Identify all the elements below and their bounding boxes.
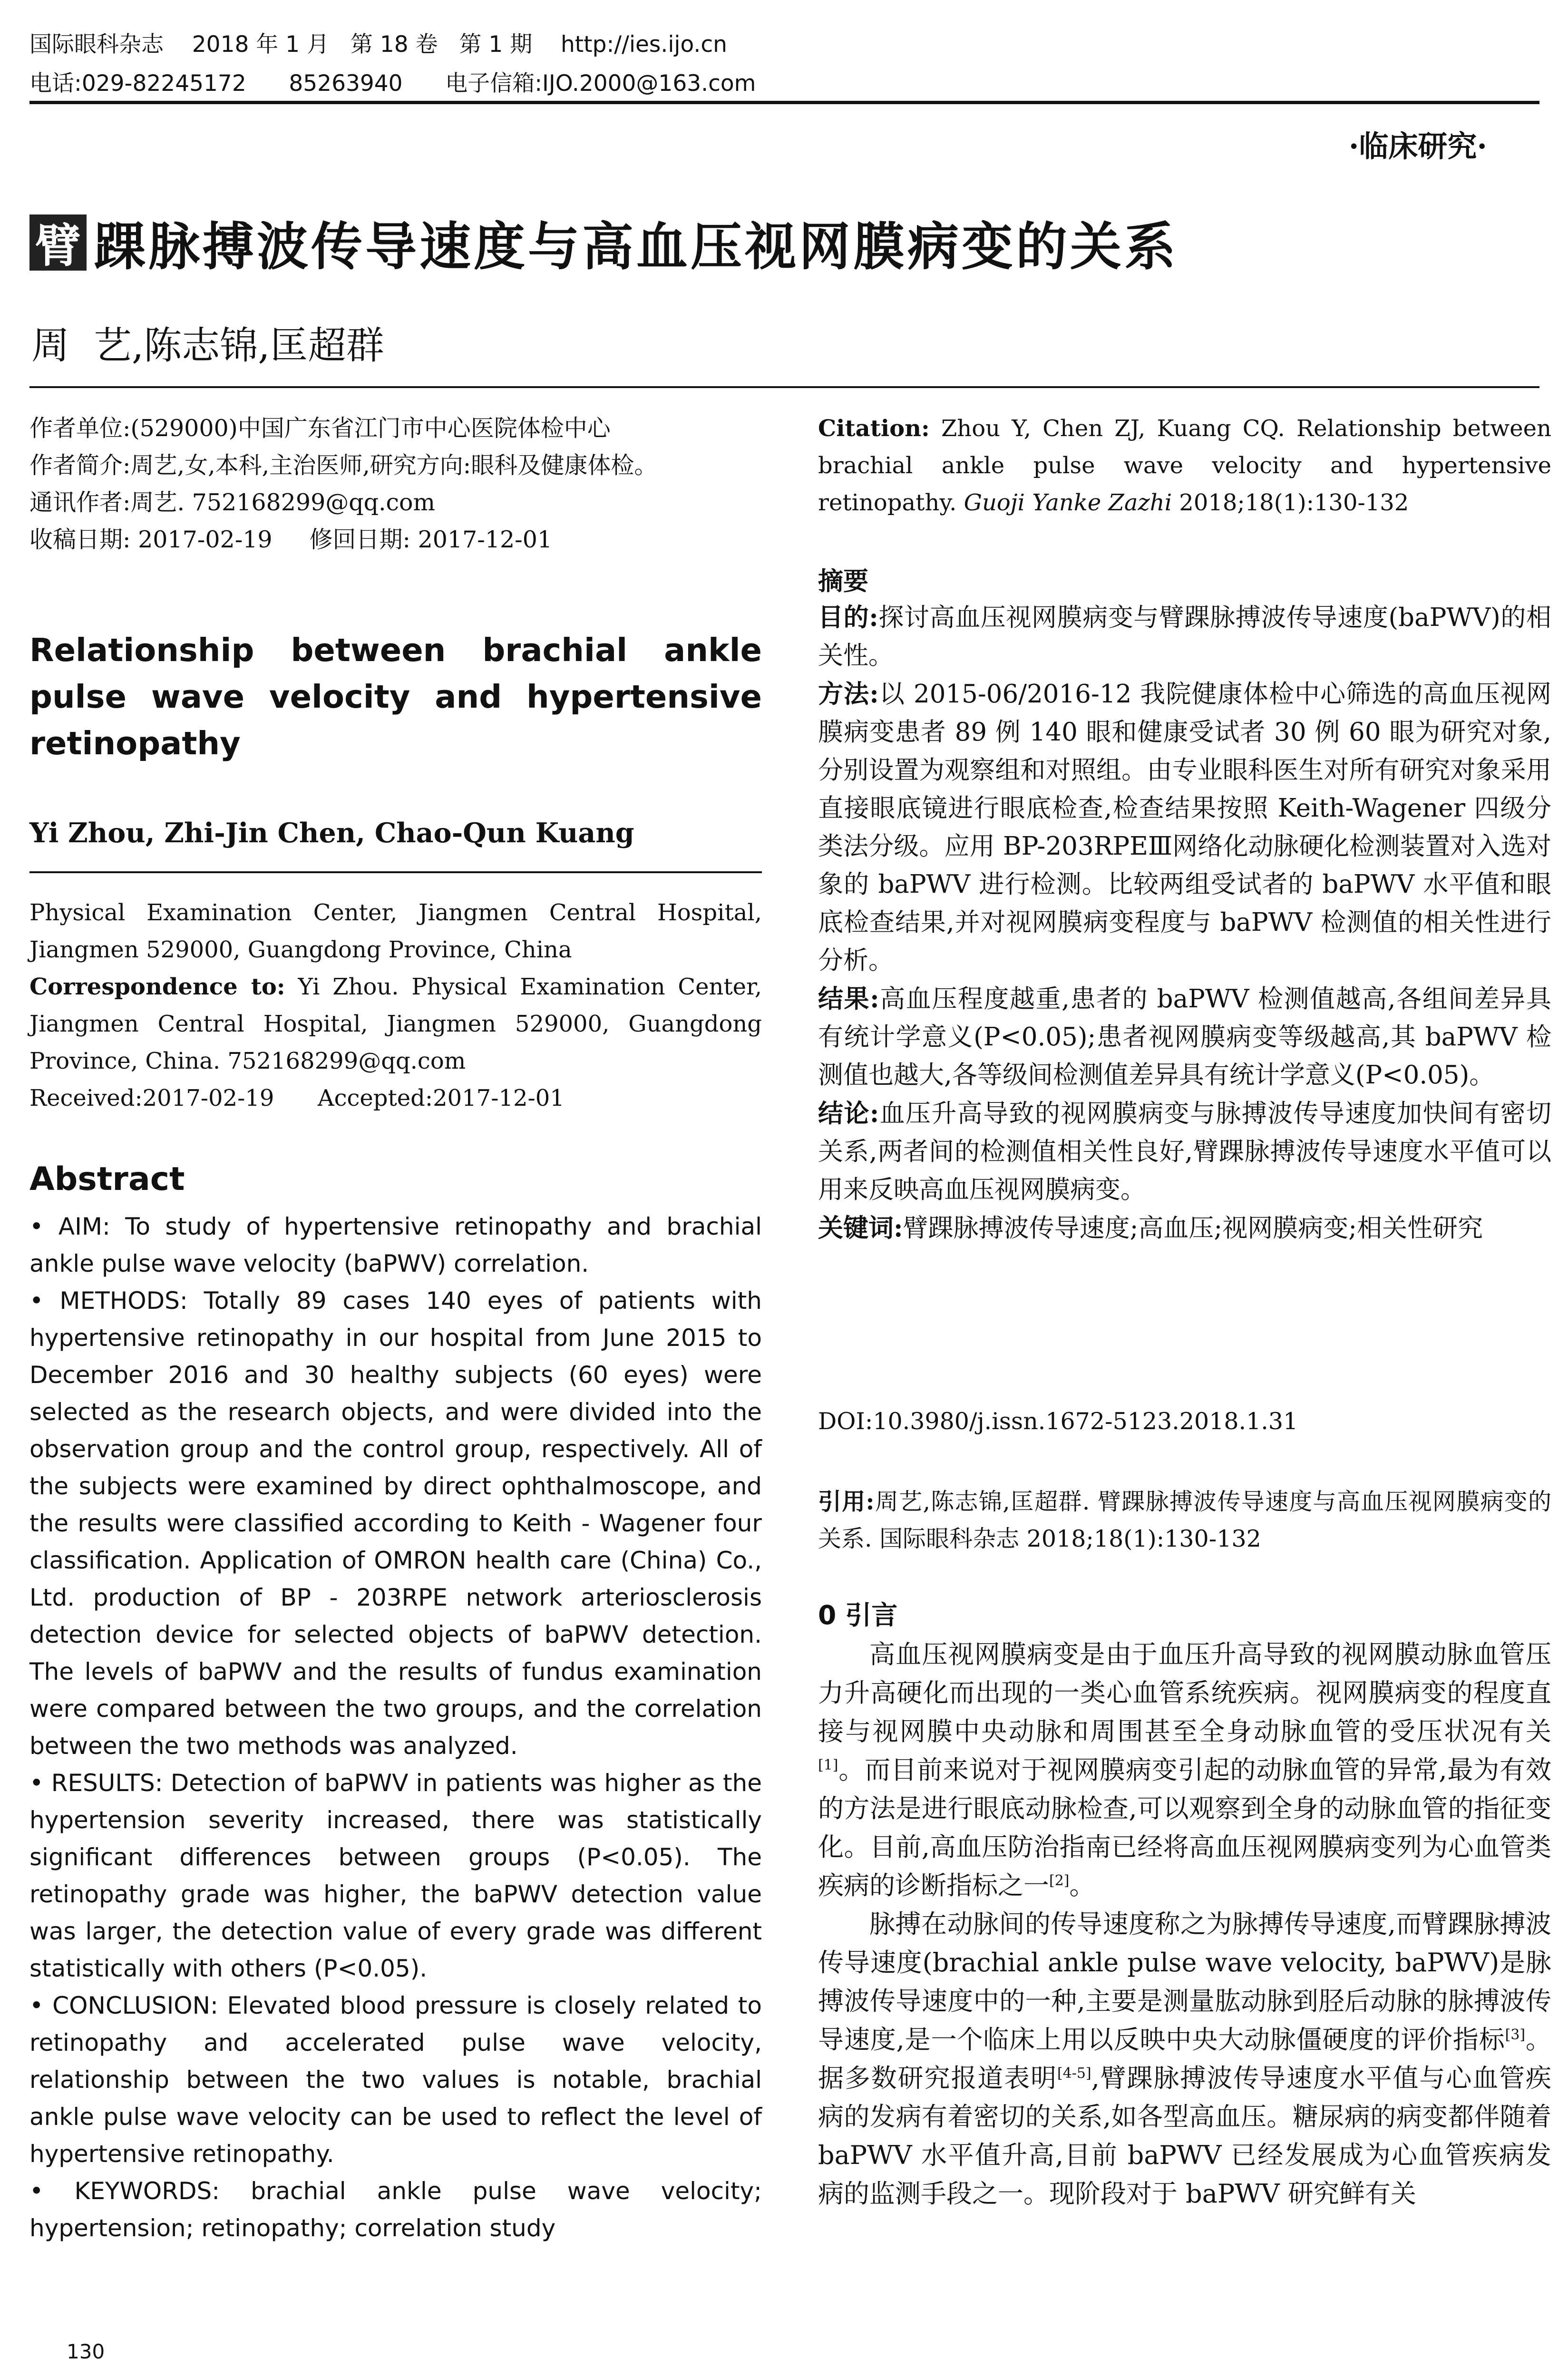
ref-2: [2] — [1049, 1872, 1070, 1889]
keywords-cn: 臂踝脉搏波传导速度;高血压;视网膜病变;相关性研究 — [903, 1214, 1483, 1243]
methods-cn: 以 2015-06/2016-12 我院健康体检中心筛选的高血压视网膜病变患者 89 例 140 眼和健康受试者 30 例 60 眼为研究对象,分别设置为观察组和对照组。由专业眼科医生对所有研究对象采用直接眼底镜进行眼底检查,检查结果按照 Keith-Wagener 四级分类法分级。应用 BP-203RPEⅢ网络化动脉硬化检测装置对入选对象的 baPWV 进行检测。比较两组受试者的 baPWV 水平值和眼底检查结果,并对视网膜病变程度与 baPWV 检测值的相关性进行分析。 — [818, 680, 1551, 975]
article-authors: 周 艺,陈志锦,匡超群 — [31, 323, 384, 368]
citation-rest: 2018;18(1):130-132 — [1172, 489, 1409, 516]
page-number: 130 — [67, 2340, 105, 2363]
citation-cn-text: 周艺,陈志锦,匡超群. 臂踝脉搏波传导速度与高血压视网膜病变的关系. 国际眼科杂志 2018;18(1):130-132 — [818, 1488, 1552, 1552]
citation-journal: Guoji Yanke Zazhi — [964, 489, 1172, 516]
results-label-cn: 结果: — [818, 984, 879, 1013]
intro-body — [818, 1635, 1551, 2213]
ref-1: [1] — [818, 1757, 838, 1773]
abstract-keywords-en: • KEYWORDS: brachial ankle pulse wave velocity; hypertension; retinopathy; correlation study — [29, 2177, 762, 2242]
english-authors-rule — [29, 871, 762, 873]
citation-text: Zhou Y, Chen ZJ, Kuang CQ. Relationship between brachial ankle pulse wave velocity and hypertensive retinopathy. — [818, 415, 1551, 516]
title-first-char: 臂 — [29, 214, 87, 271]
ref-3: [3] — [1505, 2026, 1526, 2043]
abstract-body-cn — [818, 598, 1551, 1247]
title-rule — [29, 386, 1539, 388]
conclusion-label-cn: 结论: — [818, 1099, 879, 1128]
author-info-cn — [29, 410, 762, 558]
intro-heading: 0 引言 — [818, 1600, 898, 1630]
dates-cn: 收稿日期: 2017-02-19 修回日期: 2017-12-01 — [29, 526, 553, 553]
keywords-label-cn: 关键词: — [818, 1213, 903, 1243]
correspondence-label: Correspondence to: — [29, 974, 285, 1000]
author-bio-cn: 作者简介:周艺,女,本科,主治医师,研究方向:眼科及健康体检。 — [29, 452, 658, 479]
correspondence-cn: 通讯作者:周艺. 752168299@qq.com — [29, 489, 435, 516]
citation-cn-label: 引用: — [818, 1488, 875, 1515]
section-label: ·临床研究· — [1348, 129, 1487, 164]
aim-cn: 探讨高血压视网膜病变与臂踝脉搏波传导速度(baPWV)的相关性。 — [818, 603, 1551, 670]
abstract-aim-en: • AIM: To study of hypertensive retinopathy and brachial ankle pulse wave velocity (baPWV) correlation. — [29, 1213, 762, 1277]
abstract-conclusion-en: • CONCLUSION: Elevated blood pressure is closely related to retinopathy and accelerated pulse wave velocity, relationship between the two values is notable, brachial ankle pulse wave velocity can be used to reflect the level of hypertensive retinopathy. — [29, 1992, 762, 2168]
abstract-methods-en: • METHODS: Totally 89 cases 140 eyes of patients with hypertensive retinopathy in our hospital from June 2015 to December 2016 and 30 healthy subjects (60 eyes) were selected as the research objects, and were divided into the observation group and the control group, respectively. All of the subjects were examined by direct ophthalmoscope, and the results were classified according to Keith - Wagener four classification. Application of OMRON health care (China) Co., Ltd. production of BP - 203RPE network arteriosclerosis detection device for selected objects of baPWV detection. The levels of baPWV and the results of fundus examination were compared between the two groups, and the correlation between the two methods was analyzed. — [29, 1287, 762, 1760]
journal-header-line1: 国际眼科杂志 2018 年 1 月 第 18 卷 第 1 期 http://ies.ijo.cn — [29, 31, 727, 58]
abstract-heading-en: Abstract — [29, 1160, 185, 1198]
intro-paragraph-1: 高血压视网膜病变是由于血压升高导致的视网膜动脉血管压力升高硬化而出现的一类心血管系统疾病。视网膜病变的程度直接与视网膜中央动脉和周围甚至全身动脉血管的受压状况有关[1]。而目前来说对于视网膜病变引起的动脉血管的异常,最为有效的方法是进行眼底动脉检查,可以观察到全身的动脉血管的指征变化。目前,高血压防治指南已经将高血压视网膜病变列为心血管类疾病的诊断指标之一[2]。 — [818, 1639, 1551, 1900]
correspondence-en: Yi Zhou. Physical Examination Center, Jiangmen Central Hospital, Jiangmen 529000, Guangdong Province, China. 752168299@qq.com — [29, 974, 762, 1074]
aim-label-cn: 目的: — [818, 603, 878, 632]
abstract-results-en: • RESULTS: Detection of baPWV in patients was higher as the hypertension severity increased, there was statistically significant differences between groups (P<0.05). The retinopathy grade was higher, the baPWV detection value was larger, the detection value of every grade was different statistically with others (P<0.05). — [29, 1769, 762, 1982]
english-affiliation: Physical Examination Center, Jiangmen Central Hospital, Jiangmen 529000, Guangdong Province, China — [29, 899, 762, 963]
ref-4-5: [4-5] — [1057, 2065, 1091, 2082]
journal-header-line2: 电话:029-82245172 85263940 电子信箱:IJO.2000@163.com — [29, 70, 756, 97]
abstract-body-en — [29, 1208, 762, 2247]
doi: DOI:10.3980/j.issn.1672-5123.2018.1.31 — [818, 1408, 1298, 1435]
citation-cn — [818, 1483, 1551, 1558]
received-dates-en: Received:2017-02-19 Accepted:2017-12-01 — [29, 1085, 565, 1111]
header-rule — [29, 101, 1539, 104]
citation-label: Citation: — [818, 415, 930, 442]
intro-paragraph-2: 脉搏在动脉间的传导速度称之为脉搏传导速度,而臂踝脉搏波传导速度(brachial ankle pulse wave velocity, baPWV)是脉搏波传导速度中的一种,主要是测量肱动脉到胫后动脉的脉搏波传导速度,是一个临床上用以反映中央大动脉僵硬度的评价指标[3]。据多数研究报道表明[4-5],臂踝脉搏波传导速度水平值与心血管疾病的发病有着密切的关系,如各型高血压。糖尿病的病变都伴随着 baPWV 水平值升高,目前 baPWV 已经发展成为心血管疾病发病的监测手段之一。现阶段对于 baPWV 研究鲜有关 — [818, 1909, 1551, 2209]
article-title: 踝脉搏波传导速度与高血压视网膜病变的关系 — [94, 217, 1179, 277]
english-authors: Yi Zhou, Zhi-Jin Chen, Chao-Qun Kuang — [29, 817, 634, 849]
results-cn: 高血压程度越重,患者的 baPWV 检测值越高,各组间差异具有统计学意义(P<0.05);患者视网膜病变等级越高,其 baPWV 检测值也越大,各等级间检测值差异具有统计学意义(P<0.05)。 — [818, 984, 1551, 1090]
english-title: Relationship between brachial ankle pulse wave velocity and hypertensive retinopathy — [29, 632, 762, 762]
article-title-row — [29, 205, 1178, 279]
conclusion-cn: 血压升高导致的视网膜病变与脉搏波传导速度加快间有密切关系,两者间的检测值相关性良好,臂踝脉搏波传导速度水平值可以用来反映高血压视网膜病变。 — [818, 1099, 1551, 1204]
affiliation-cn: 作者单位:(529000)中国广东省江门市中心医院体检中心 — [29, 415, 611, 442]
english-affiliation-block — [29, 894, 762, 1117]
methods-label-cn: 方法: — [818, 679, 879, 709]
citation-en — [818, 410, 1551, 521]
abstract-heading-cn: 摘要 — [818, 566, 868, 596]
